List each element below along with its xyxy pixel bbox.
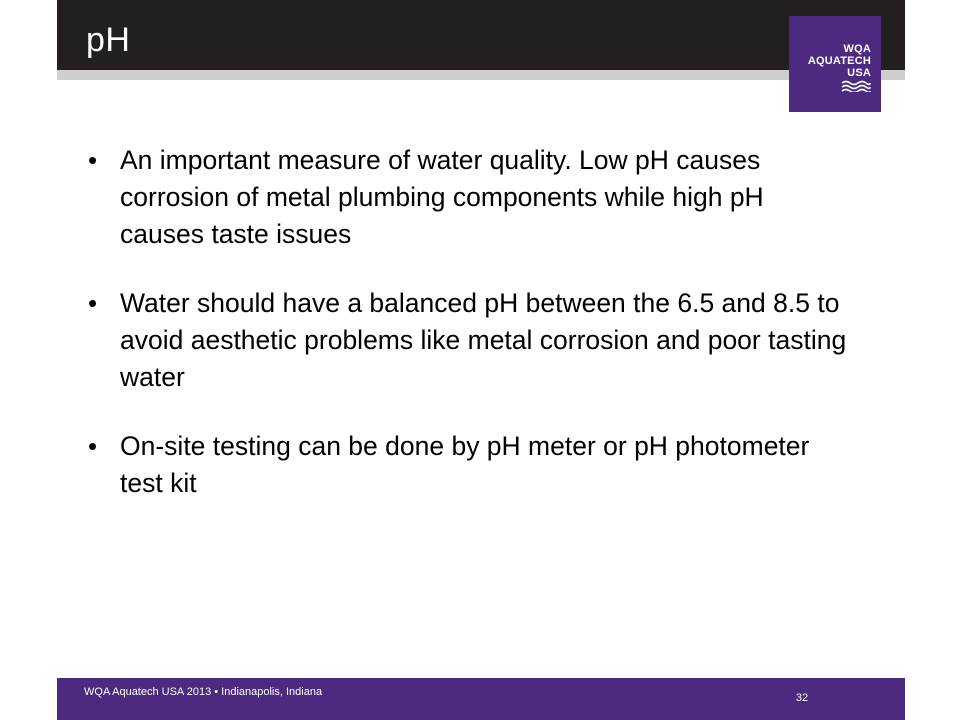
bullet-text: Water should have a balanced pH between the 6.5 and 8.5 to avoid aesthetic problems like metal corrosion and poor tasting water [120, 288, 847, 392]
page-number: 32 [795, 692, 809, 704]
title-underline [57, 70, 905, 80]
bullet-marker: • [88, 431, 98, 461]
title-bar [57, 0, 905, 70]
bullet-marker: • [88, 288, 98, 318]
bullet-marker: • [88, 145, 98, 175]
slide-title: pH [86, 21, 131, 59]
bullet-text: On-site testing can be done by pH meter or pH photometer test kit [120, 431, 810, 498]
wqa-aquatech-logo [789, 16, 881, 112]
footer-text: WQA Aquatech USA 2013 • Indianapolis, Indiana [84, 686, 323, 698]
bullet-item [88, 428, 848, 502]
bullet-list [88, 142, 848, 534]
bullet-item [88, 285, 848, 396]
logo-line-wqa: WQA [843, 43, 871, 55]
bullet-text: An important measure of water quality. Low pH causes corrosion of metal plumbing components while high pH causes taste issues [120, 145, 764, 249]
waves-icon [841, 80, 871, 92]
logo-line-aquatech: AQUATECH [807, 55, 871, 67]
logo-line-usa: USA [847, 67, 871, 79]
bullet-item [88, 142, 848, 253]
